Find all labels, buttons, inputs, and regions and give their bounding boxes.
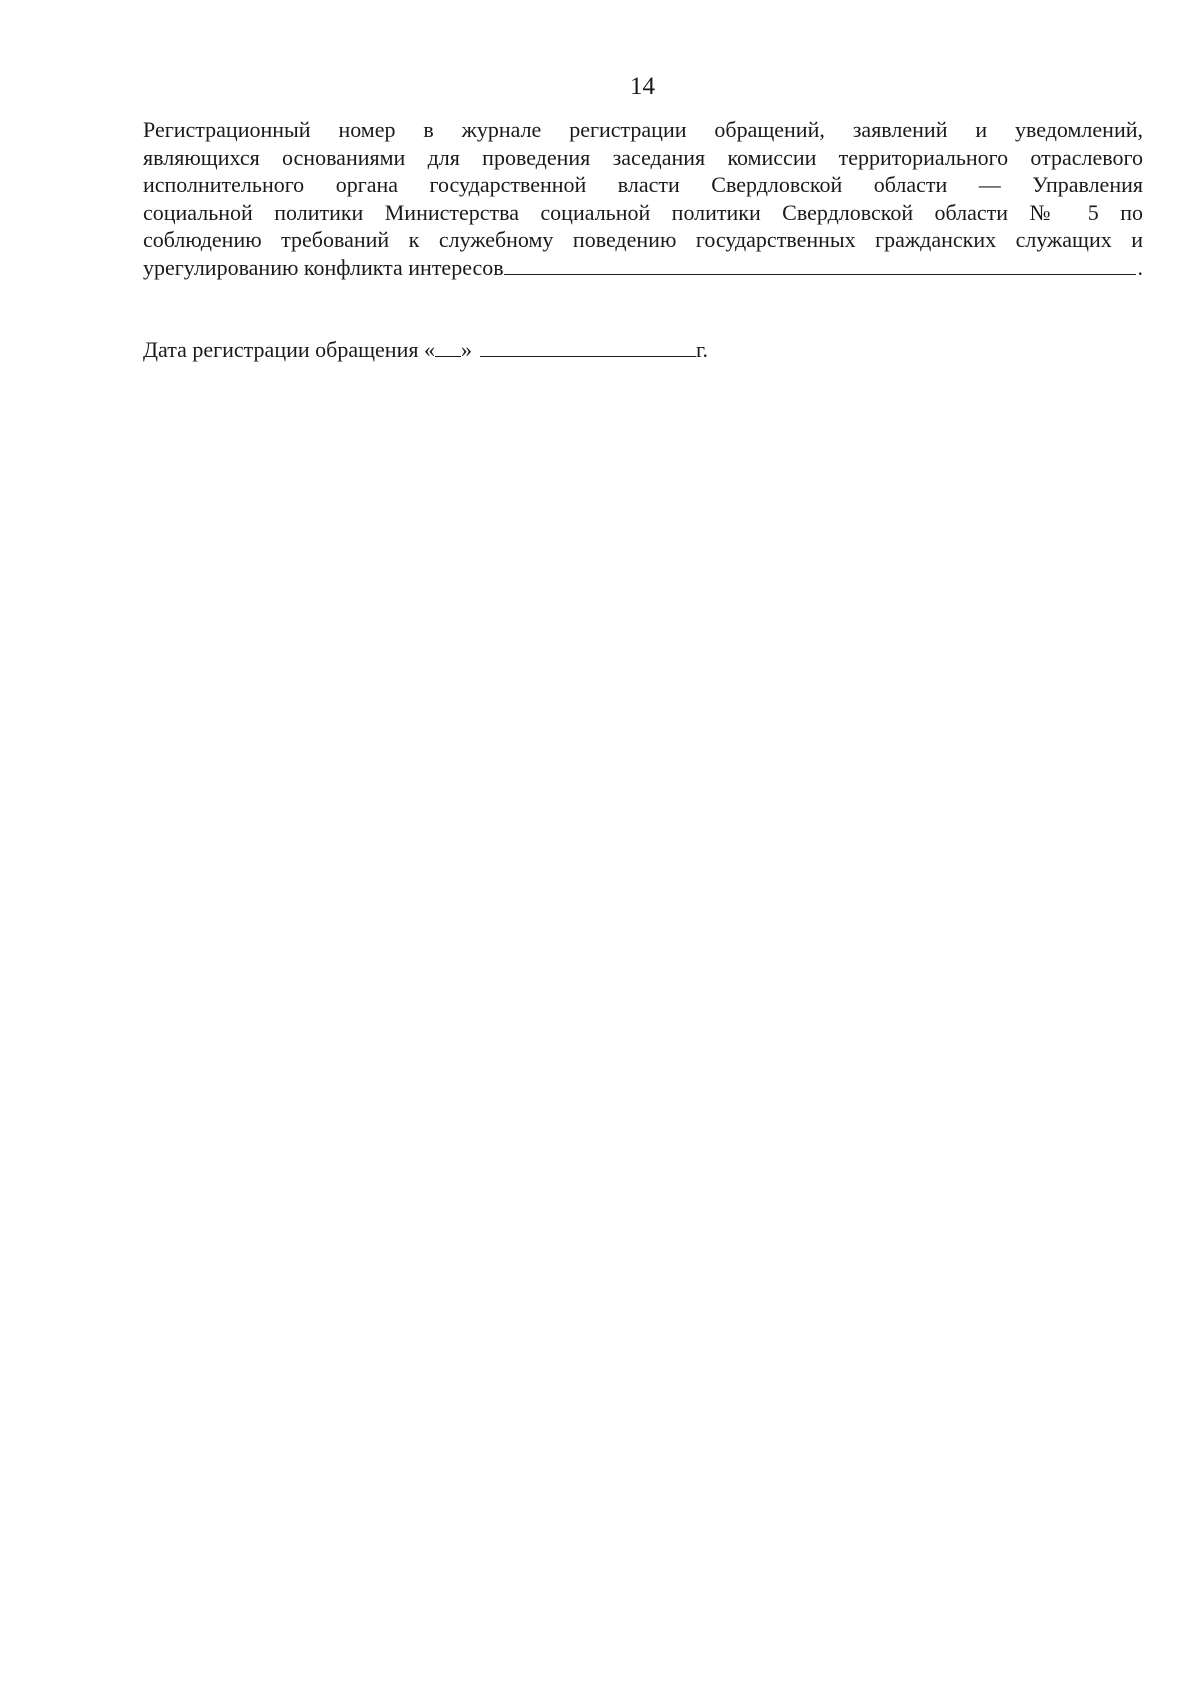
day-blank[interactable] [435,338,461,357]
registration-date-line [143,336,708,364]
date-quote-close: » [460,337,472,362]
year-suffix: г. [695,337,709,362]
paragraph-last-line [143,254,1143,282]
paragraph-line: урегулированию конфликта интересов [143,254,504,280]
paragraph-line: являющихся основаниями для проведения заседания комиссии территориального отраслевого [143,144,1143,170]
month-year-blank[interactable] [480,338,696,357]
date-label: Дата регистрации обращения « [143,337,435,362]
paragraph-line: Регистрационный номер в журнале регистрации обращений, заявлений и уведомлений, [143,117,1143,142]
paragraph-line: соблюдению требований к служебному поведению государственных гражданских служащих и [143,227,1143,253]
registration-number-blank[interactable] [504,256,1136,275]
paragraph-line: социальной политики Министерства социальной политики Свердловской области № 5 по [143,199,1143,225]
paragraph-terminator: . [1137,254,1143,280]
registration-number-paragraph [143,116,1143,282]
page-number: 14 [630,73,655,100]
paragraph-line: исполнительного органа государственной власти Свердловской области — Управления [143,172,1143,198]
